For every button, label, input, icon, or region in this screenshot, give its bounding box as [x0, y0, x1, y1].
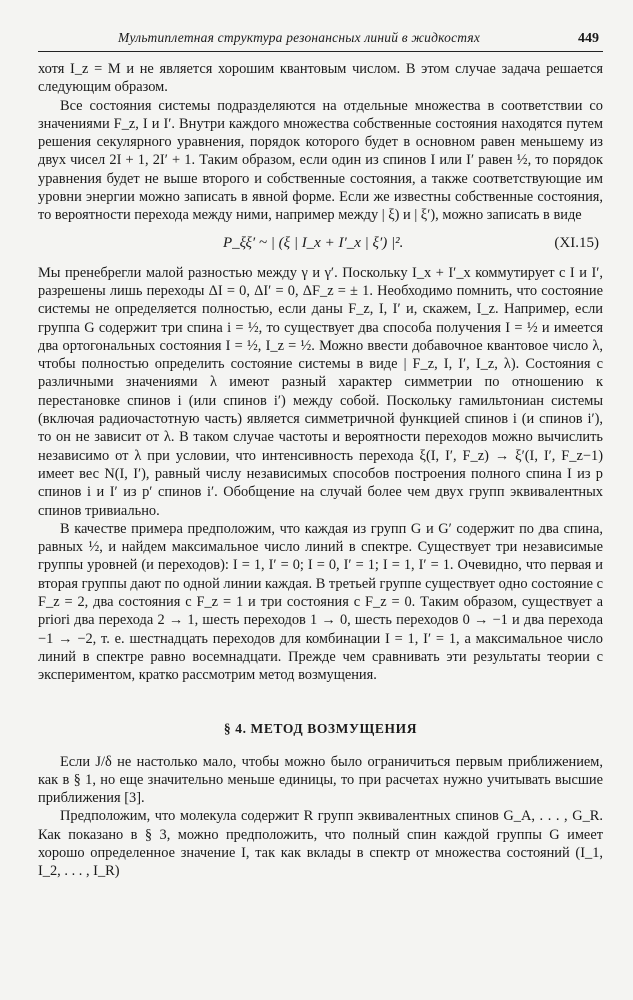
paragraph: Все состояния системы подразделяются на отдельные множества в соответствии со значениями F_z, I и I′. Внутри каждого множества собственные состояния находятся путем решения секулярного уравнения, порядок которого будет в основном равен меньшему из двух чисел 2I + 1, 2I′ + 1. Таким образом, если один из спинов I или I′ равен ½, то порядок уравнения будет не выше второго и собственные состояния, а также соответствующие им уровни энергии можно записать в явной форме. Если же известны собственные состояния, то вероятности перехода между ними, например между | ξ) и | ξ′), можно записать в виде — [38, 97, 603, 224]
body-text — [38, 60, 603, 881]
paragraph: В качестве примера предположим, что каждая из групп G и G′ содержит по два спина, равных ½, и найдем максимальное число линий в спектре. Существует три независимые группы уровней (и переходов): I = 1, I′ = 0; I = 0, I′ = 1; I = 1, I′ = 1. Очевидно, что первая и вторая группы дают по одной линии каждая. В третьей группе существует одно состояние с F_z = 2, два состояния с F_z = 1 и три состояния с F_z = 0. Таким образом, существует a priori два перехода 2 → 1, шесть переходов 1 → 0, шесть переходов 0 → −1 и два перехода −1 → −2, т. е. шестнадцать переходов для комбинации I = 1, I′ = 1, а максимальное число линий в спектре равно восемнадцати. Прежде чем сравнивать эти результаты теории с экспериментом, кратко рассмотрим метод возмущения. — [38, 520, 603, 684]
paragraph: Если J/δ не настолько мало, чтобы можно было ограничиться первым приближением, как в § 1, но еще значительно меньше единицы, то при расчетах нужно учитывать высшие приближения [3]. — [38, 753, 603, 807]
equation-expression: P_ξξ′ ~ | (ξ | I_x + I′_x | ξ′) |². — [223, 234, 404, 251]
section-heading: § 4. МЕТОД ВОЗМУЩЕНИЯ — [223, 720, 418, 736]
paragraph: Предположим, что молекула содержит R групп эквивалентных спинов G_A, . . . , G_R. Как показано в § 3, можно предположить, что полный спин каждой группы G имеет хорошо определенное значение I, так как вклады в спектр от множества состояний (I_1, I_2, . . . , I_R) — [38, 808, 603, 880]
equation-number: (XI.15) — [554, 234, 599, 251]
running-header — [38, 30, 603, 52]
equation — [38, 235, 603, 252]
paragraph: хотя I_z = M и не является хорошим квантовым числом. В этом случае задача решается следующим образом. — [38, 61, 603, 96]
running-title: Мультиплетная структура резонансных линий в жидкостях — [118, 30, 481, 45]
page-number: 449 — [578, 31, 599, 46]
paragraph: Мы пренебрегли малой разностью между γ и γ′. Поскольку I_x + I′_x коммутирует с I и I′, разрешены лишь переходы ΔI = 0, ΔI′ = 0, ΔF_z = ± 1. Необходимо помнить, что состояние системы не определяется полностью, если даны F_z, I, I′ и, скажем, I_z. Например, если группа G содержит три спина i = ½, то существует два способа получения I = ½ и имеется два ортогональных состояния I = ½, I_z = ½. Можно ввести добавочное квантовое число λ, чтобы полностью определить состояние системы в виде | F_z, I, I′, I_z, λ). Состояния с различными значениями λ имеют разный характер симметрии по отношению к перестановке спинов i (или спинов i′) между собой. Поскольку гамильтониан системы (включая радиочастотную часть) является симметричной функцией спинов i (и спинов i′), то он не зависит от λ. В таком случае частоты и вероятности переходов можно вычислить независимо от λ при условии, что интенсивность перехода ξ(I, I′, F_z) → ξ′(I, I′, F_z−1) имеет вес N(I, I′), равный числу независимых способов построения полного спина I из p спинов i и I′ из p′ спинов i′. Обобщение на случай более чем двух групп эквивалентных спинов тривиально. — [38, 264, 603, 519]
